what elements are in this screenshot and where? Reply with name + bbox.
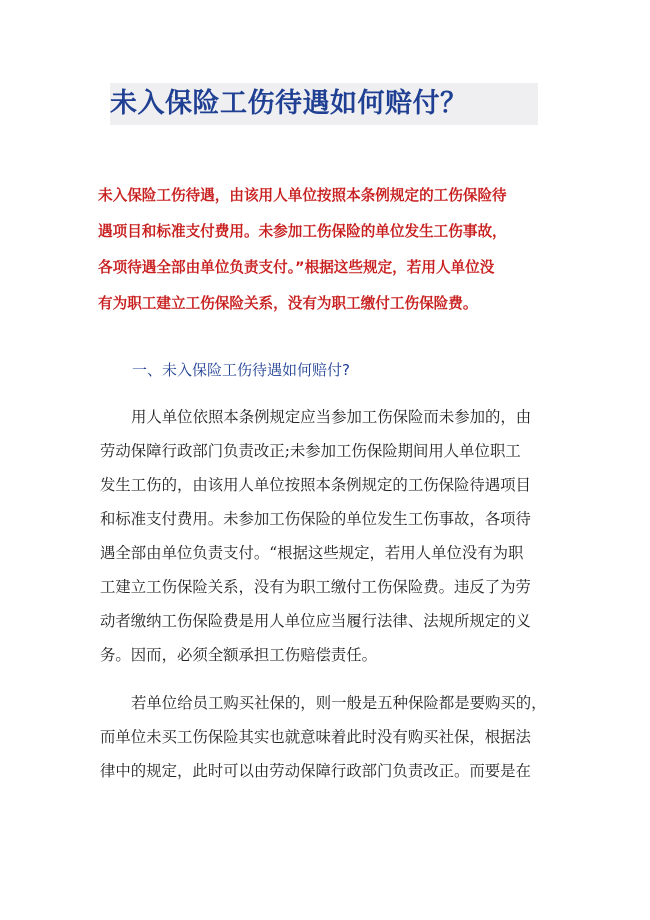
paragraph-line: 律中的规定，此时可以由劳动保障行政部门负责改正。而要是在 bbox=[100, 762, 531, 780]
paragraph-line: 动者缴纳工伤保险费是用人单位应当履行法律、法规所规定的义 bbox=[100, 612, 531, 630]
section-heading: 一、未入保险工伤待遇如何赔付? bbox=[132, 361, 350, 379]
body-paragraph-2 bbox=[100, 686, 560, 788]
paragraph-line: 用人单位依照本条例规定应当参加工伤保险而未参加的，由 bbox=[131, 408, 532, 426]
paragraph-line: 发生工伤的，由该用人单位按照本条例规定的工伤保险待遇项目 bbox=[100, 476, 531, 494]
body-paragraph-1 bbox=[100, 400, 560, 672]
intro-line: 遇项目和标准支付费用。未参加工伤保险的单位发生工伤事故， bbox=[98, 223, 507, 240]
paragraph-line: 而单位未买工伤保险其实也就意味着此时没有购买社保，根据法 bbox=[100, 728, 531, 746]
intro-line: 有为职工建立工伤保险关系，没有为职工缴付工伤保险费。 bbox=[98, 295, 478, 312]
title-highlight bbox=[110, 83, 538, 125]
paragraph-line: 劳动保障行政部门负责改正;未参加工伤保险期间用人单位职工 bbox=[100, 442, 521, 460]
paragraph-line: 遇全部由单位负责支付。“根据这些规定，若用人单位没有为职 bbox=[100, 544, 524, 562]
paragraph-line: 若单位给员工购买社保的，则一般是五种保险都是要购买的， bbox=[131, 694, 547, 712]
page-title: 未入保险工伤待遇如何赔付？ bbox=[110, 88, 468, 119]
intro-paragraph bbox=[98, 178, 558, 322]
paragraph-line: 务。因而，必须全额承担工伤赔偿责任。 bbox=[100, 646, 378, 664]
paragraph-line: 工建立工伤保险关系，没有为职工缴付工伤保险费。违反了为劳 bbox=[100, 578, 531, 596]
paragraph-line: 和标准支付费用。未参加工伤保险的单位发生工伤事故，各项待 bbox=[100, 510, 531, 528]
intro-line: 各项待遇全部由单位负责支付。”根据这些规定，若用人单位没 bbox=[98, 259, 495, 276]
intro-line: 未入保险工伤待遇，由该用人单位按照本条例规定的工伤保险待 bbox=[98, 187, 507, 204]
